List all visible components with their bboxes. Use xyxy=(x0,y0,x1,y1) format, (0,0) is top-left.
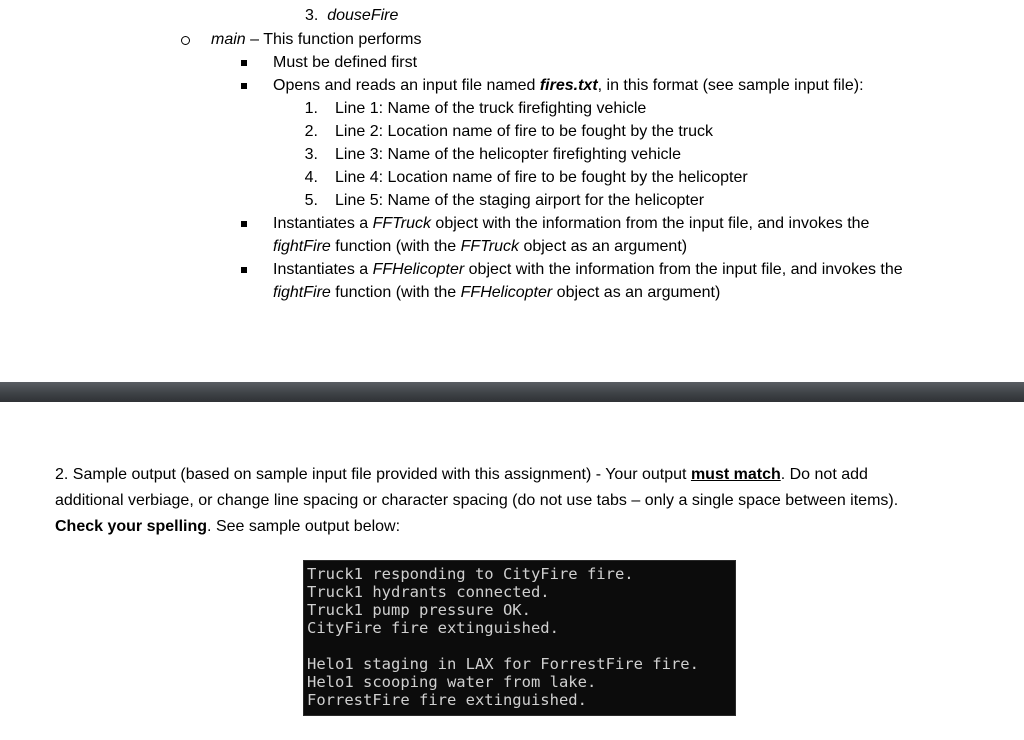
list-item-number: 4. xyxy=(304,169,318,186)
class-name-ffhelicopter: FFHelicopter xyxy=(372,261,465,278)
list-item-number: 5. xyxy=(304,192,318,209)
text-run: function (with the xyxy=(330,238,461,255)
main-function-heading xyxy=(211,30,421,50)
console-line: Truck1 pump pressure OK. xyxy=(307,601,531,619)
console-line: Truck1 hydrants connected. xyxy=(307,583,550,601)
check-spelling-emphasis: Check your spelling xyxy=(55,518,208,535)
main-function-name: main xyxy=(211,31,246,48)
circle-bullet-icon xyxy=(181,36,190,45)
text-run: object as an argument) xyxy=(552,284,721,301)
class-name-ffhelicopter: FFHelicopter xyxy=(460,284,553,301)
console-line: Helo1 scooping water from lake. xyxy=(307,673,597,691)
text-run: function (with the xyxy=(330,284,461,301)
list-item: Line 2: Location name of fire to be fought by the truck xyxy=(335,123,714,140)
square-bullet-icon xyxy=(241,83,247,89)
text-run: Instantiates a xyxy=(273,261,373,278)
square-bullet-icon xyxy=(241,60,247,66)
main-function-description: – This function performs xyxy=(245,31,422,48)
text-run: . See sample output below: xyxy=(207,518,401,535)
function-name-fightfire: fightFire xyxy=(273,284,331,301)
console-line: CityFire fire extinguished. xyxy=(307,619,559,637)
list-item-number: 3. xyxy=(304,146,318,163)
console-output-screenshot xyxy=(303,560,736,716)
list-item: Line 1: Name of the truck firefighting vehicle xyxy=(335,100,647,117)
bullet-instantiate-helicopter-cont xyxy=(273,283,720,303)
text-run: . Do not add xyxy=(780,466,868,483)
sample-output-instructions-line2: additional verbiage, or change line spacing or character spacing (do not use tabs – only a single space between items). xyxy=(55,492,899,509)
bullet-opens-file-prefix: Opens and reads an input file named xyxy=(273,77,540,94)
square-bullet-icon xyxy=(241,267,247,273)
list-item: Line 3: Name of the helicopter firefighting vehicle xyxy=(335,146,681,163)
list-item: Line 4: Location name of fire to be fought by the helicopter xyxy=(335,169,748,186)
list-item-number: 1. xyxy=(304,100,318,117)
function-name-fightfire: fightFire xyxy=(273,238,331,255)
page-divider xyxy=(0,382,1024,402)
sample-output-instructions-line3 xyxy=(55,514,985,540)
bullet-instantiate-truck xyxy=(273,214,869,234)
text-run: object with the information from the input file, and invokes the xyxy=(430,215,870,232)
bullet-instantiate-truck-cont xyxy=(273,237,687,257)
list-item-number: 2. xyxy=(304,123,318,140)
class-name-fftruck: FFTruck xyxy=(372,215,431,232)
prev-item-text: douseFire xyxy=(327,7,399,24)
text-run: 2. Sample output (based on sample input file provided with this assignment) - Your output xyxy=(55,466,691,483)
prev-numbered-item xyxy=(305,6,398,26)
console-line: Helo1 staging in LAX for ForrestFire fire. xyxy=(307,655,699,673)
prev-item-number: 3. xyxy=(305,7,319,24)
list-item: Line 5: Name of the staging airport for the helicopter xyxy=(335,192,705,209)
square-bullet-icon xyxy=(241,221,247,227)
must-match-emphasis: must match xyxy=(690,466,781,483)
console-line: Truck1 responding to CityFire fire. xyxy=(307,565,634,583)
text-run: object with the information from the input file, and invokes the xyxy=(464,261,903,278)
bullet-opens-file-suffix: , in this format (see sample input file): xyxy=(597,77,864,94)
text-run: Instantiates a xyxy=(273,215,373,232)
input-filename: fires.txt xyxy=(539,77,598,94)
console-blank-line xyxy=(307,637,735,655)
bullet-must-be-defined: Must be defined first xyxy=(273,54,418,71)
text-run: object as an argument) xyxy=(519,238,688,255)
sample-output-instructions-line1 xyxy=(55,462,985,488)
class-name-fftruck: FFTruck xyxy=(460,238,519,255)
bullet-opens-file xyxy=(273,76,864,96)
bullet-instantiate-helicopter xyxy=(273,260,903,280)
console-line: ForrestFire fire extinguished. xyxy=(307,691,587,709)
